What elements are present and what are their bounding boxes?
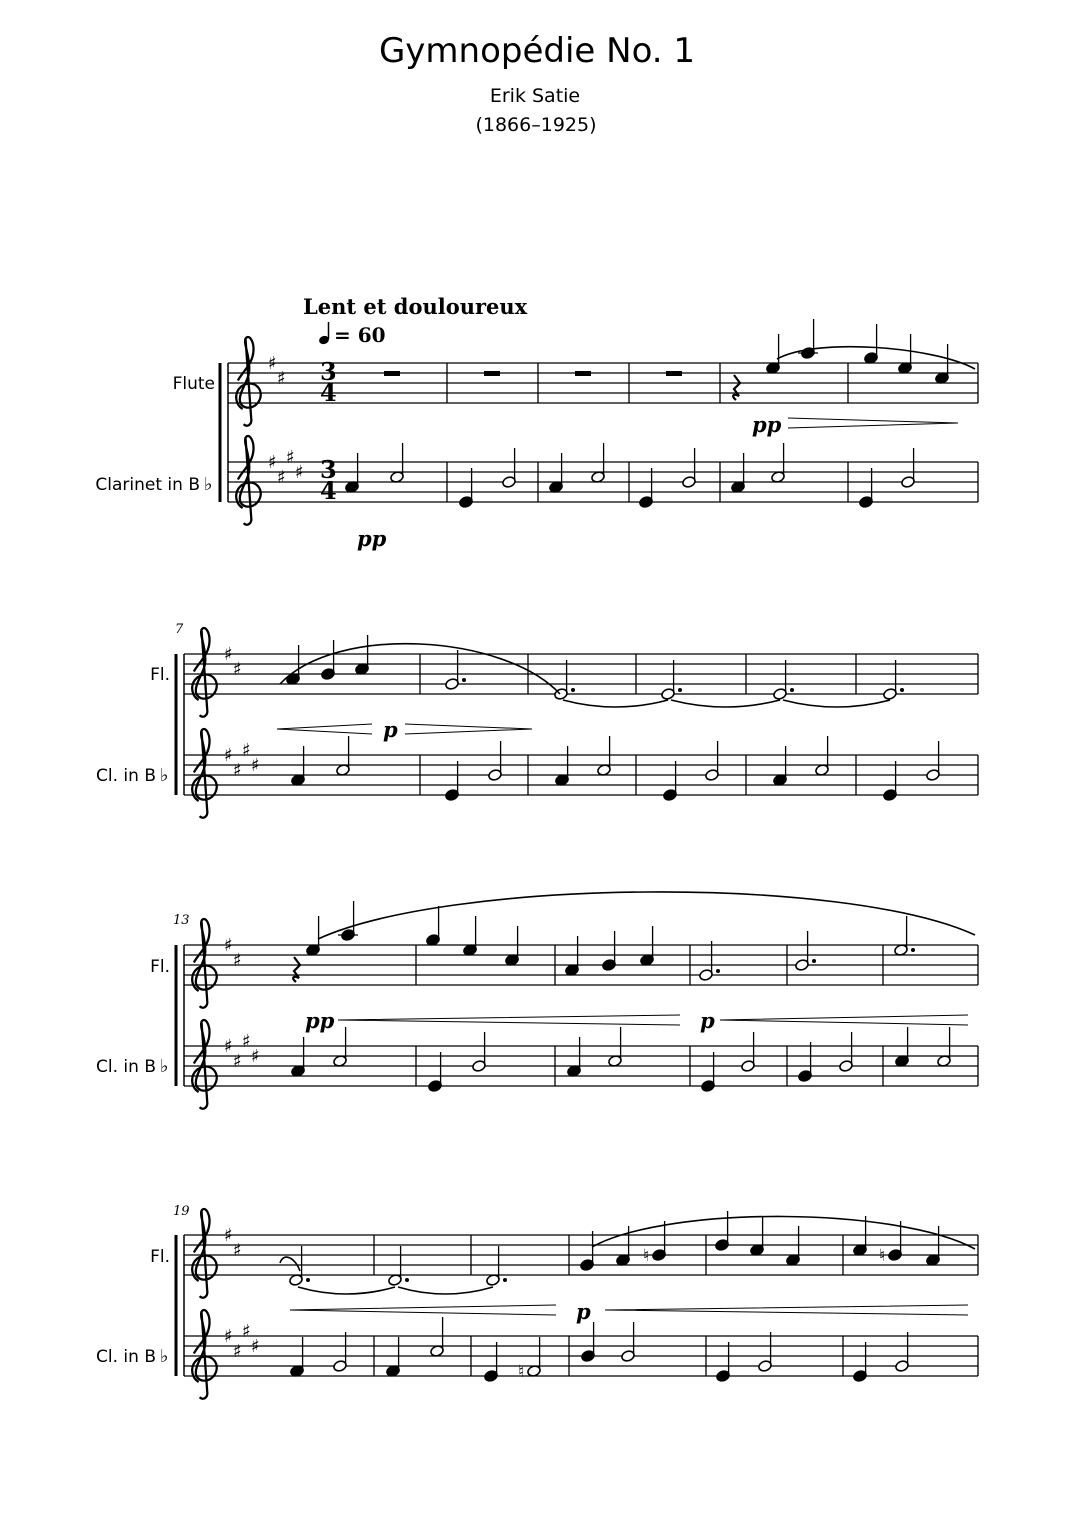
measure-number: 19 — [173, 1204, 190, 1219]
sharp-icon: ♯ — [251, 755, 260, 776]
time-sig-numerator: 3 — [320, 357, 337, 386]
whole-rest-icon — [575, 371, 591, 376]
crescendo-hairpin — [605, 1305, 968, 1315]
dynamic-marking: p — [383, 717, 398, 742]
clarinet-short-label — [96, 1057, 156, 1077]
sharp-icon: ♯ — [224, 745, 233, 766]
flute-short-label: Fl. — [150, 957, 170, 977]
sharp-icon: ♯ — [277, 368, 286, 389]
sharp-icon: ♯ — [233, 760, 242, 781]
tie — [563, 700, 668, 707]
clarinet-label — [95, 475, 200, 495]
crescendo-hairpin — [277, 724, 372, 734]
augmentation-dot — [812, 959, 816, 963]
tie — [671, 700, 780, 707]
crescendo-hairpin — [338, 1015, 680, 1025]
whole-rest-icon — [384, 371, 400, 376]
sharp-icon: ♯ — [224, 644, 233, 665]
treble-clef-icon — [192, 628, 217, 717]
flute-label: Flute — [172, 374, 215, 394]
metronome-mark: = 60 — [334, 323, 386, 347]
clarinet-short-text: Cl. in B — [96, 766, 156, 786]
dynamic-marking: pp — [357, 526, 387, 551]
dynamic-marking: p — [700, 1008, 715, 1033]
measure-number: 7 — [175, 622, 184, 637]
music-notation — [176, 319, 978, 1399]
augmentation-dot — [900, 688, 904, 692]
flat-sign: ♭ — [160, 765, 169, 786]
treble-clef-icon — [236, 337, 261, 426]
sharp-icon: ♯ — [251, 1336, 260, 1357]
dynamic-marking: pp — [752, 412, 782, 437]
treble-clef-icon — [192, 729, 217, 818]
sharp-icon: ♯ — [233, 659, 242, 680]
augmentation-dot — [571, 688, 575, 692]
whole-rest-icon — [484, 371, 500, 376]
composer-dates: (1866–1925) — [475, 114, 597, 136]
sharp-icon: ♯ — [268, 353, 277, 374]
time-sig-numerator: 3 — [320, 455, 337, 484]
slur — [280, 1257, 300, 1271]
sharp-icon: ♯ — [277, 467, 286, 488]
crescendo-hairpin — [290, 1305, 556, 1315]
sharp-icon: ♯ — [286, 447, 295, 468]
sharp-icon: ♯ — [295, 462, 304, 483]
flat-sign: ♭ — [160, 1346, 169, 1367]
quarter-rest-icon — [733, 375, 740, 400]
treble-clef-icon — [236, 436, 261, 525]
sharp-icon: ♯ — [242, 740, 251, 761]
whole-rest-icon — [666, 371, 682, 376]
slur — [592, 1216, 975, 1249]
dynamic-marking: pp — [305, 1008, 335, 1033]
slur — [318, 892, 975, 939]
clarinet-short-label — [96, 1347, 156, 1367]
augmentation-dot — [405, 1278, 409, 1282]
decrescendo-hairpin — [788, 418, 958, 428]
augmentation-dot — [462, 678, 466, 682]
flat-sign: ♭ — [160, 1056, 169, 1077]
clarinet-label-text: Clarinet in B — [95, 475, 200, 495]
crescendo-hairpin — [720, 1015, 968, 1025]
dynamic-marking: p — [576, 1299, 591, 1324]
sharp-icon: ♯ — [224, 1225, 233, 1246]
flat-sign: ♭ — [204, 474, 213, 495]
piece-title: Gymnopédie No. 1 — [378, 31, 696, 71]
sharp-icon: ♯ — [268, 452, 277, 473]
augmentation-dot — [716, 969, 720, 973]
clarinet-short-text: Cl. in B — [96, 1057, 156, 1077]
time-sig-denominator: 4 — [320, 378, 337, 407]
decrescendo-hairpin — [405, 724, 532, 734]
treble-clef-icon — [192, 919, 217, 1008]
natural-icon: ♮ — [879, 1246, 886, 1266]
clarinet-short-label — [96, 766, 156, 786]
treble-clef-icon — [192, 1310, 217, 1399]
sharp-icon: ♯ — [224, 1326, 233, 1347]
flute-short-label: Fl. — [150, 665, 170, 685]
treble-clef-icon — [192, 1209, 217, 1298]
quarter-rest-icon — [293, 957, 300, 982]
sharp-icon: ♯ — [251, 1046, 260, 1067]
augmentation-dot — [911, 948, 915, 952]
augmentation-dot — [503, 1278, 507, 1282]
tie — [783, 700, 890, 707]
measure-number: 13 — [173, 913, 190, 928]
sharp-icon: ♯ — [242, 1321, 251, 1342]
natural-icon: ♮ — [643, 1246, 650, 1266]
clarinet-short-text: Cl. in B — [96, 1347, 156, 1367]
augmentation-dot — [306, 1278, 310, 1282]
sharp-icon: ♯ — [233, 1051, 242, 1072]
tie — [398, 1287, 493, 1294]
quarter-note-icon — [318, 322, 330, 345]
time-sig-denominator: 4 — [320, 476, 337, 505]
augmentation-dot — [790, 688, 794, 692]
treble-clef-icon — [192, 1020, 217, 1109]
sharp-icon: ♯ — [233, 950, 242, 971]
augmentation-dot — [678, 688, 682, 692]
sharp-icon: ♯ — [233, 1240, 242, 1261]
sharp-icon: ♯ — [224, 935, 233, 956]
flute-short-label: Fl. — [150, 1247, 170, 1267]
sharp-icon: ♯ — [233, 1341, 242, 1362]
sharp-icon: ♯ — [242, 1031, 251, 1052]
tie — [298, 1287, 395, 1294]
natural-icon: ♮ — [518, 1362, 525, 1382]
tempo-text: Lent et douloureux — [303, 294, 528, 319]
composer-name: Erik Satie — [489, 85, 581, 107]
sharp-icon: ♯ — [224, 1036, 233, 1057]
